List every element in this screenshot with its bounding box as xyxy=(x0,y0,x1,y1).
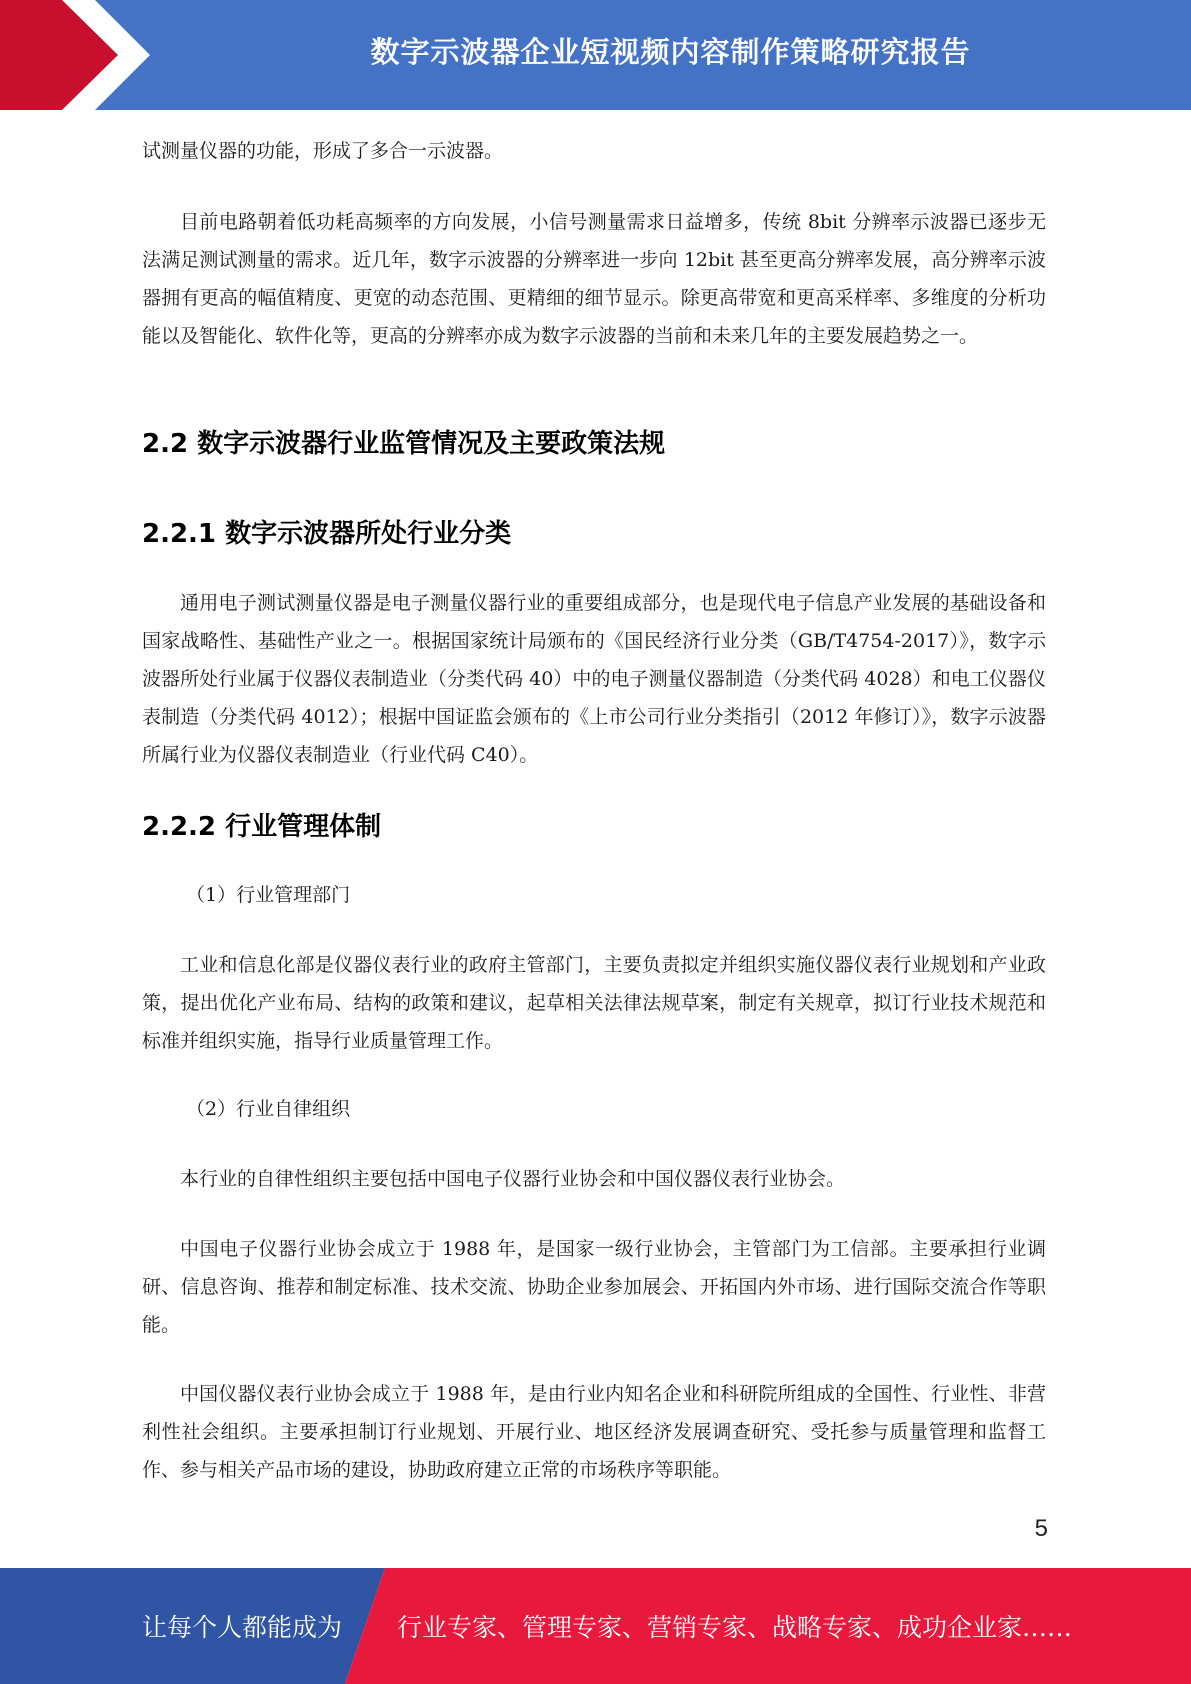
page-number: 5 xyxy=(1034,1515,1048,1542)
paragraph-associations-intro: 本行业的自律性组织主要包括中国电子仪器行业协会和中国仪器仪表行业协会。 xyxy=(180,1168,846,1190)
header-band xyxy=(0,0,1191,110)
subheading-management-dept: （1）行业管理部门 xyxy=(186,884,351,906)
subheading-self-regulatory: （2）行业自律组织 xyxy=(186,1098,351,1120)
report-title: 数字示波器企业短视频内容制作策略研究报告 xyxy=(370,34,971,69)
paragraph-electronic-instrument-association: 中国电子仪器行业协会成立于 1988 年，是国家一级行业协会，主管部门为工信部。主要承担行业调研、信息咨询、推荐和制定标准、技术交流、协助企业参加展会、开拓国内外市场、进行国际交流合作等职能。 xyxy=(142,1238,1046,1336)
footer-slogan-left: 让每个人都能成为 xyxy=(142,1613,343,1642)
paragraph-industry-classification: 通用电子测试测量仪器是电子测量仪器行业的重要组成部分，也是现代电子信息产业发展的基础设备和国家战略性、基础性产业之一。根据国家统计局颁布的《国民经济行业分类（GB/T4754-2017）》，数字示波器所处行业属于仪器仪表制造业（分类代码 40）中的电子测量仪器制造（分类代码 4028）和电工仪器仪表制造（分类代码 4012）；根据中国证监会颁布的《上市公司行业分类指引（2012 年修订）》，数字示波器所属行业为仪器仪表制造业（行业代码 C40）。 xyxy=(142,592,1046,766)
section-heading-2-2: 2.2 数字示波器行业监管情况及主要政策法规 xyxy=(142,429,666,459)
section-heading-2-2-2: 2.2.2 行业管理体制 xyxy=(142,812,382,842)
footer-band xyxy=(0,1568,1191,1684)
header-arrow-decoration xyxy=(0,0,160,110)
section-heading-2-2-1: 2.2.1 数字示波器所处行业分类 xyxy=(142,519,512,549)
paragraph-continuation: 试测量仪器的功能，形成了多合一示波器。 xyxy=(142,140,504,162)
paragraph-resolution-trend: 目前电路朝着低功耗高频率的方向发展，小信号测量需求日益增多，传统 8bit 分辨率示波器已逐步无法满足测试测量的需求。近几年，数字示波器的分辨率进一步向 12bit 甚至更高分辨率发展，高分辨率示波器拥有更高的幅值精度、更宽的动态范围、更精细的细节显示。除更高带宽和更高采样率、多维度的分析功能以及智能化、软件化等，更高的分辨率亦成为数字示波器的当前和未来几年的主要发展趋势之一。 xyxy=(142,211,1046,347)
footer-slogan-right: 行业专家、管理专家、营销专家、战略专家、成功企业家…… xyxy=(397,1613,1073,1642)
paragraph-miit: 工业和信息化部是仪器仪表行业的政府主管部门，主要负责拟定并组织实施仪器仪表行业规划和产业政策，提出优化产业布局、结构的政策和建议，起草相关法律法规草案，制定有关规章，拟订行业技术规范和标准并组织实施，指导行业质量管理工作。 xyxy=(142,954,1046,1052)
paragraph-instrument-association: 中国仪器仪表行业协会成立于 1988 年，是由行业内知名企业和科研院所组成的全国性、行业性、非营利性社会组织。主要承担制订行业规划、开展行业、地区经济发展调查研究、受托参与质量管理和监督工作、参与相关产品市场的建设，协助政府建立正常的市场秩序等职能。 xyxy=(142,1383,1046,1481)
